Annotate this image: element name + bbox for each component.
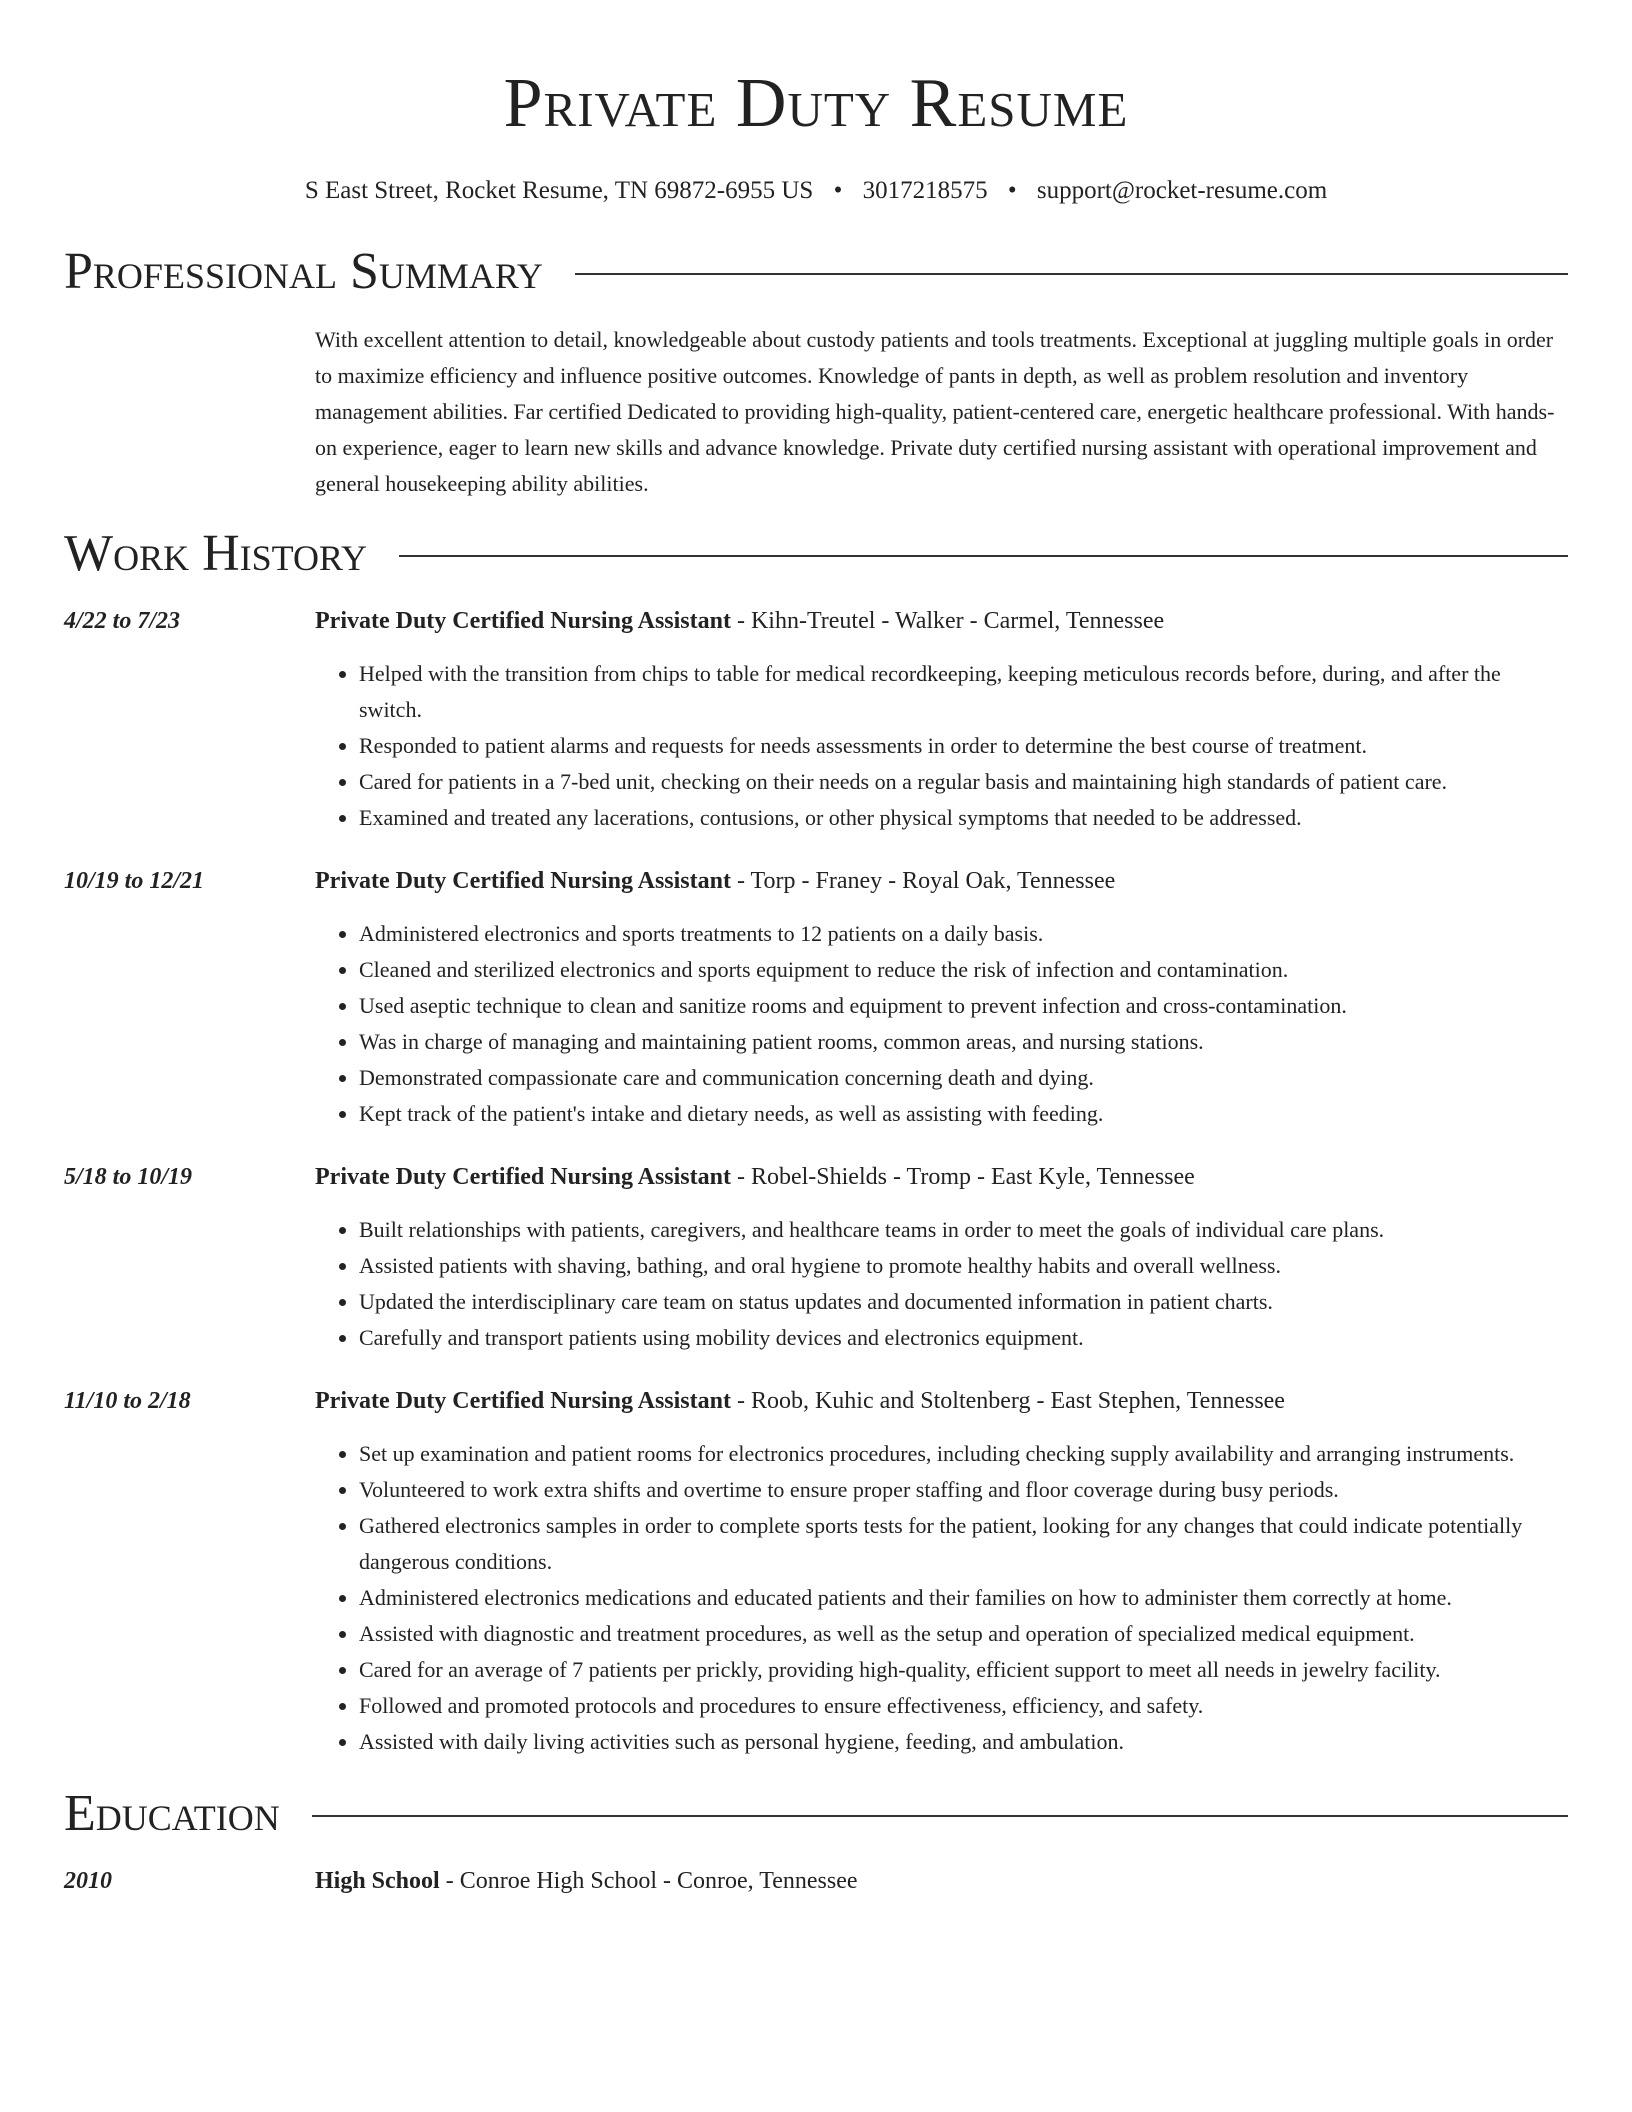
job-title: Private Duty Certified Nursing Assistant <box>315 1388 731 1414</box>
job-title: Private Duty Certified Nursing Assistant <box>315 1164 731 1190</box>
list-item: • Assisted with diagnostic and treatment procedures, as well as the setup and operation of specialized medical equipment. <box>359 1616 1568 1652</box>
job-body <box>315 866 1568 1132</box>
work-history-section <box>64 524 1568 1760</box>
job-dates: 5/18 to 10/19 <box>64 1164 193 1190</box>
list-item: • Cared for patients in a 7-bed unit, checking on their needs on a regular basis and maintaining high standards of patient care. <box>359 764 1568 800</box>
section-title: Professional Summary <box>64 243 543 300</box>
resume-name: Private Duty Resume <box>503 65 1129 142</box>
list-item: • Kept track of the patient's intake and dietary needs, as well as assisting with feeding. <box>359 1096 1568 1132</box>
section-divider <box>312 1815 1568 1817</box>
job-heading <box>315 1386 1568 1416</box>
list-item: • Administered electronics and sports treatments to 12 patients on a daily basis. <box>359 916 1568 952</box>
education-details: - Conroe High School - Conroe, Tennessee <box>439 1868 858 1894</box>
section-header <box>64 242 1568 302</box>
list-item: • Cleaned and sterilized electronics and sports equipment to reduce the risk of infection and contamination. <box>359 952 1568 988</box>
contact-address: S East Street, Rocket Resume, TN 69872-6955 US <box>304 177 814 204</box>
job-entry <box>64 866 1568 1132</box>
list-item: • Helped with the transition from chips to table for medical recordkeeping, keeping meticulous records before, during, and after the switch. <box>359 656 1568 728</box>
job-bullets <box>315 916 1568 1132</box>
list-item: • Assisted with daily living activities such as personal hygiene, feeding, and ambulation. <box>359 1724 1568 1760</box>
job-dates: 10/19 to 12/21 <box>64 868 205 894</box>
job-details: - Torp - Franey - Royal Oak, Tennessee <box>730 868 1116 894</box>
job-body <box>315 1386 1568 1760</box>
list-item: • Demonstrated compassionate care and communication concerning death and dying. <box>359 1060 1568 1096</box>
section-divider <box>399 555 1568 557</box>
contact-phone: 3017218575 <box>862 177 988 204</box>
contact-separator: • <box>1007 177 1017 204</box>
job-bullets <box>315 1436 1568 1760</box>
section-title: Work History <box>64 525 368 582</box>
summary-text: With excellent attention to detail, knowledgeable about custody patients and tools treatments. Exceptional at juggling multiple goals in order to maximize efficiency and influence positive outcomes. Knowledge of pants in depth, as well as problem resolution and inventory management abilities. Far certified Dedicated to providing high-quality, patient-centered care, energetic healthcare professional. With hands-on experience, eager to learn new skills and advance knowledge. Private duty certified nursing assistant with operational improvement and general housekeeping ability abilities. <box>315 327 1555 496</box>
job-bullets <box>315 1212 1568 1356</box>
section-header <box>64 1784 1568 1844</box>
job-dates: 4/22 to 7/23 <box>64 608 181 634</box>
list-item: • Used aseptic technique to clean and sanitize rooms and equipment to prevent infection and cross-contamination. <box>359 988 1568 1024</box>
job-body <box>315 606 1568 836</box>
job-entry <box>64 1386 1568 1760</box>
list-item: • Followed and promoted protocols and procedures to ensure effectiveness, efficiency, and safety. <box>359 1688 1568 1724</box>
list-item: • Responded to patient alarms and requests for needs assessments in order to determine the best course of treatment. <box>359 728 1568 764</box>
list-item: • Examined and treated any lacerations, contusions, or other physical symptoms that needed to be addressed. <box>359 800 1568 836</box>
job-entry <box>64 606 1568 836</box>
education-degree: High School <box>315 1868 440 1894</box>
job-heading <box>315 866 1568 896</box>
job-bullets <box>315 656 1568 836</box>
list-item: • Administered electronics medications and educated patients and their families on how to administer them correctly at home. <box>359 1580 1568 1616</box>
education-heading <box>315 1866 1568 1896</box>
job-entry <box>64 1162 1568 1356</box>
education-entry <box>64 1866 1568 1896</box>
contact-separator: • <box>833 177 843 204</box>
list-item: • Built relationships with patients, caregivers, and healthcare teams in order to meet the goals of individual care plans. <box>359 1212 1568 1248</box>
job-title: Private Duty Certified Nursing Assistant <box>315 868 731 894</box>
job-details: - Roob, Kuhic and Stoltenberg - East Stephen, Tennessee <box>730 1388 1285 1414</box>
job-heading <box>315 606 1568 636</box>
job-heading <box>315 1162 1568 1192</box>
job-details: - Robel-Shields - Tromp - East Kyle, Tennessee <box>730 1164 1195 1190</box>
list-item: • Cared for an average of 7 patients per prickly, providing high-quality, efficient support to meet all needs in jewelry facility. <box>359 1652 1568 1688</box>
list-item: • Gathered electronics samples in order to complete sports tests for the patient, looking for any changes that could indicate potentially dangerous conditions. <box>359 1508 1568 1580</box>
contact-email: support@rocket-resume.com <box>1036 177 1328 204</box>
education-body <box>315 1866 1568 1896</box>
summary-section <box>64 242 1568 502</box>
education-section <box>64 1784 1568 1896</box>
job-details: - Kihn-Treutel - Walker - Carmel, Tennessee <box>730 608 1165 634</box>
job-dates: 11/10 to 2/18 <box>64 1388 191 1414</box>
contact-line <box>64 176 1568 206</box>
section-header <box>64 524 1568 584</box>
resume-header <box>64 64 1568 206</box>
list-item: • Set up examination and patient rooms for electronics procedures, including checking supply availability and arranging instruments. <box>359 1436 1568 1472</box>
list-item: • Assisted patients with shaving, bathing, and oral hygiene to promote healthy habits and overall wellness. <box>359 1248 1568 1284</box>
list-item: • Carefully and transport patients using mobility devices and electronics equipment. <box>359 1320 1568 1356</box>
list-item: • Volunteered to work extra shifts and overtime to ensure proper staffing and floor coverage during busy periods. <box>359 1472 1568 1508</box>
job-body <box>315 1162 1568 1356</box>
section-divider <box>575 273 1568 275</box>
section-title: Education <box>64 1785 280 1842</box>
job-title: Private Duty Certified Nursing Assistant <box>315 608 731 634</box>
list-item: • Was in charge of managing and maintaining patient rooms, common areas, and nursing stations. <box>359 1024 1568 1060</box>
list-item: • Updated the interdisciplinary care team on status updates and documented information in patient charts. <box>359 1284 1568 1320</box>
education-year: 2010 <box>64 1868 112 1894</box>
